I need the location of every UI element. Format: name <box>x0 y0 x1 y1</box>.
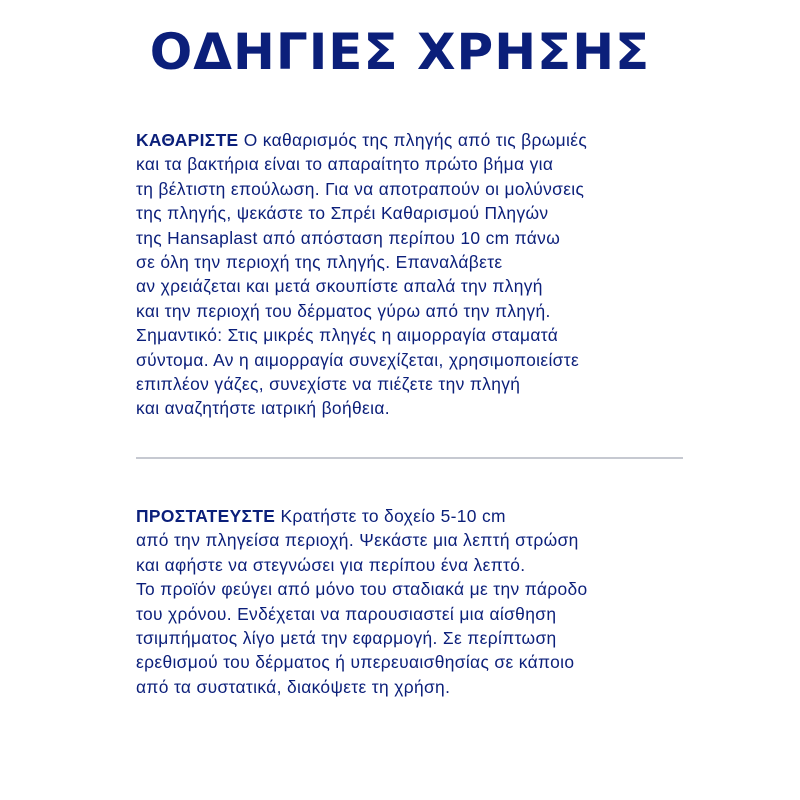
section-line <box>136 128 696 152</box>
section-line: Σημαντικό: Στις μικρές πληγές η αιμορραγία σταματά <box>136 325 559 346</box>
section-line: αν χρειάζεται και μετά σκουπίστε απαλά την πληγή <box>136 276 543 297</box>
section-divider <box>136 457 683 459</box>
section-line: της Hansaplast από απόσταση περίπου 10 cm πάνω <box>136 227 561 248</box>
section-line: τσιμπήματος λίγο μετά την εφαρμογή. Σε περίπτωση <box>136 628 557 649</box>
section-line: τη βέλτιστη επούλωση. Για να αποτραπούν οι μολύνσεις <box>136 178 585 199</box>
section-protect <box>136 504 696 699</box>
section-line: ερεθισμού του δέρματος ή υπερευαισθησίας σε κάποιο <box>136 652 575 673</box>
section-line: Το προϊόν φεύγει από μόνο του σταδιακά με την πάροδο <box>136 579 588 600</box>
section-line: σύντομα. Αν η αιμορραγία συνεχίζεται, χρησιμοποιείστε <box>136 349 580 370</box>
section-line: και αφήστε να στεγνώσει για περίπου ένα λεπτό. <box>136 554 526 575</box>
section-heading: ΚΑΘΑΡΙΣΤΕ <box>136 130 239 150</box>
section-line: και τα βακτήρια είναι το απαραίτητο πρώτο βήμα για <box>136 154 554 175</box>
section-clean <box>136 128 696 421</box>
page-title: ΟΔΗΓΙΕΣ ΧΡΗΣΗΣ <box>149 23 651 81</box>
section-line: σε όλη την περιοχή της πληγής. Επαναλάβετε <box>136 252 503 273</box>
section-line: και αναζητήστε ιατρική βοήθεια. <box>136 398 390 419</box>
section-text: Ο καθαρισμός της πληγής από τις βρωμιές <box>243 130 588 150</box>
section-line <box>136 504 696 528</box>
section-line: του χρόνου. Ενδέχεται να παρουσιαστεί μια αίσθηση <box>136 603 557 624</box>
section-line: επιπλέον γάζες, συνεχίστε να πιέζετε την πληγή <box>136 374 521 395</box>
section-line: και την περιοχή του δέρματος γύρω από την πληγή. <box>136 300 551 321</box>
section-text: Κρατήστε το δοχείο 5-10 cm <box>280 506 506 526</box>
section-line: της πληγής, ψεκάστε το Σπρέι Καθαρισμού Πληγών <box>136 203 549 224</box>
section-line: από την πληγείσα περιοχή. Ψεκάστε μια λεπτή στρώση <box>136 530 579 551</box>
section-heading: ΠΡΟΣΤΑΤΕΥΣΤΕ <box>136 506 276 526</box>
section-line: από τα συστατικά, διακόψετε τη χρήση. <box>136 676 451 697</box>
